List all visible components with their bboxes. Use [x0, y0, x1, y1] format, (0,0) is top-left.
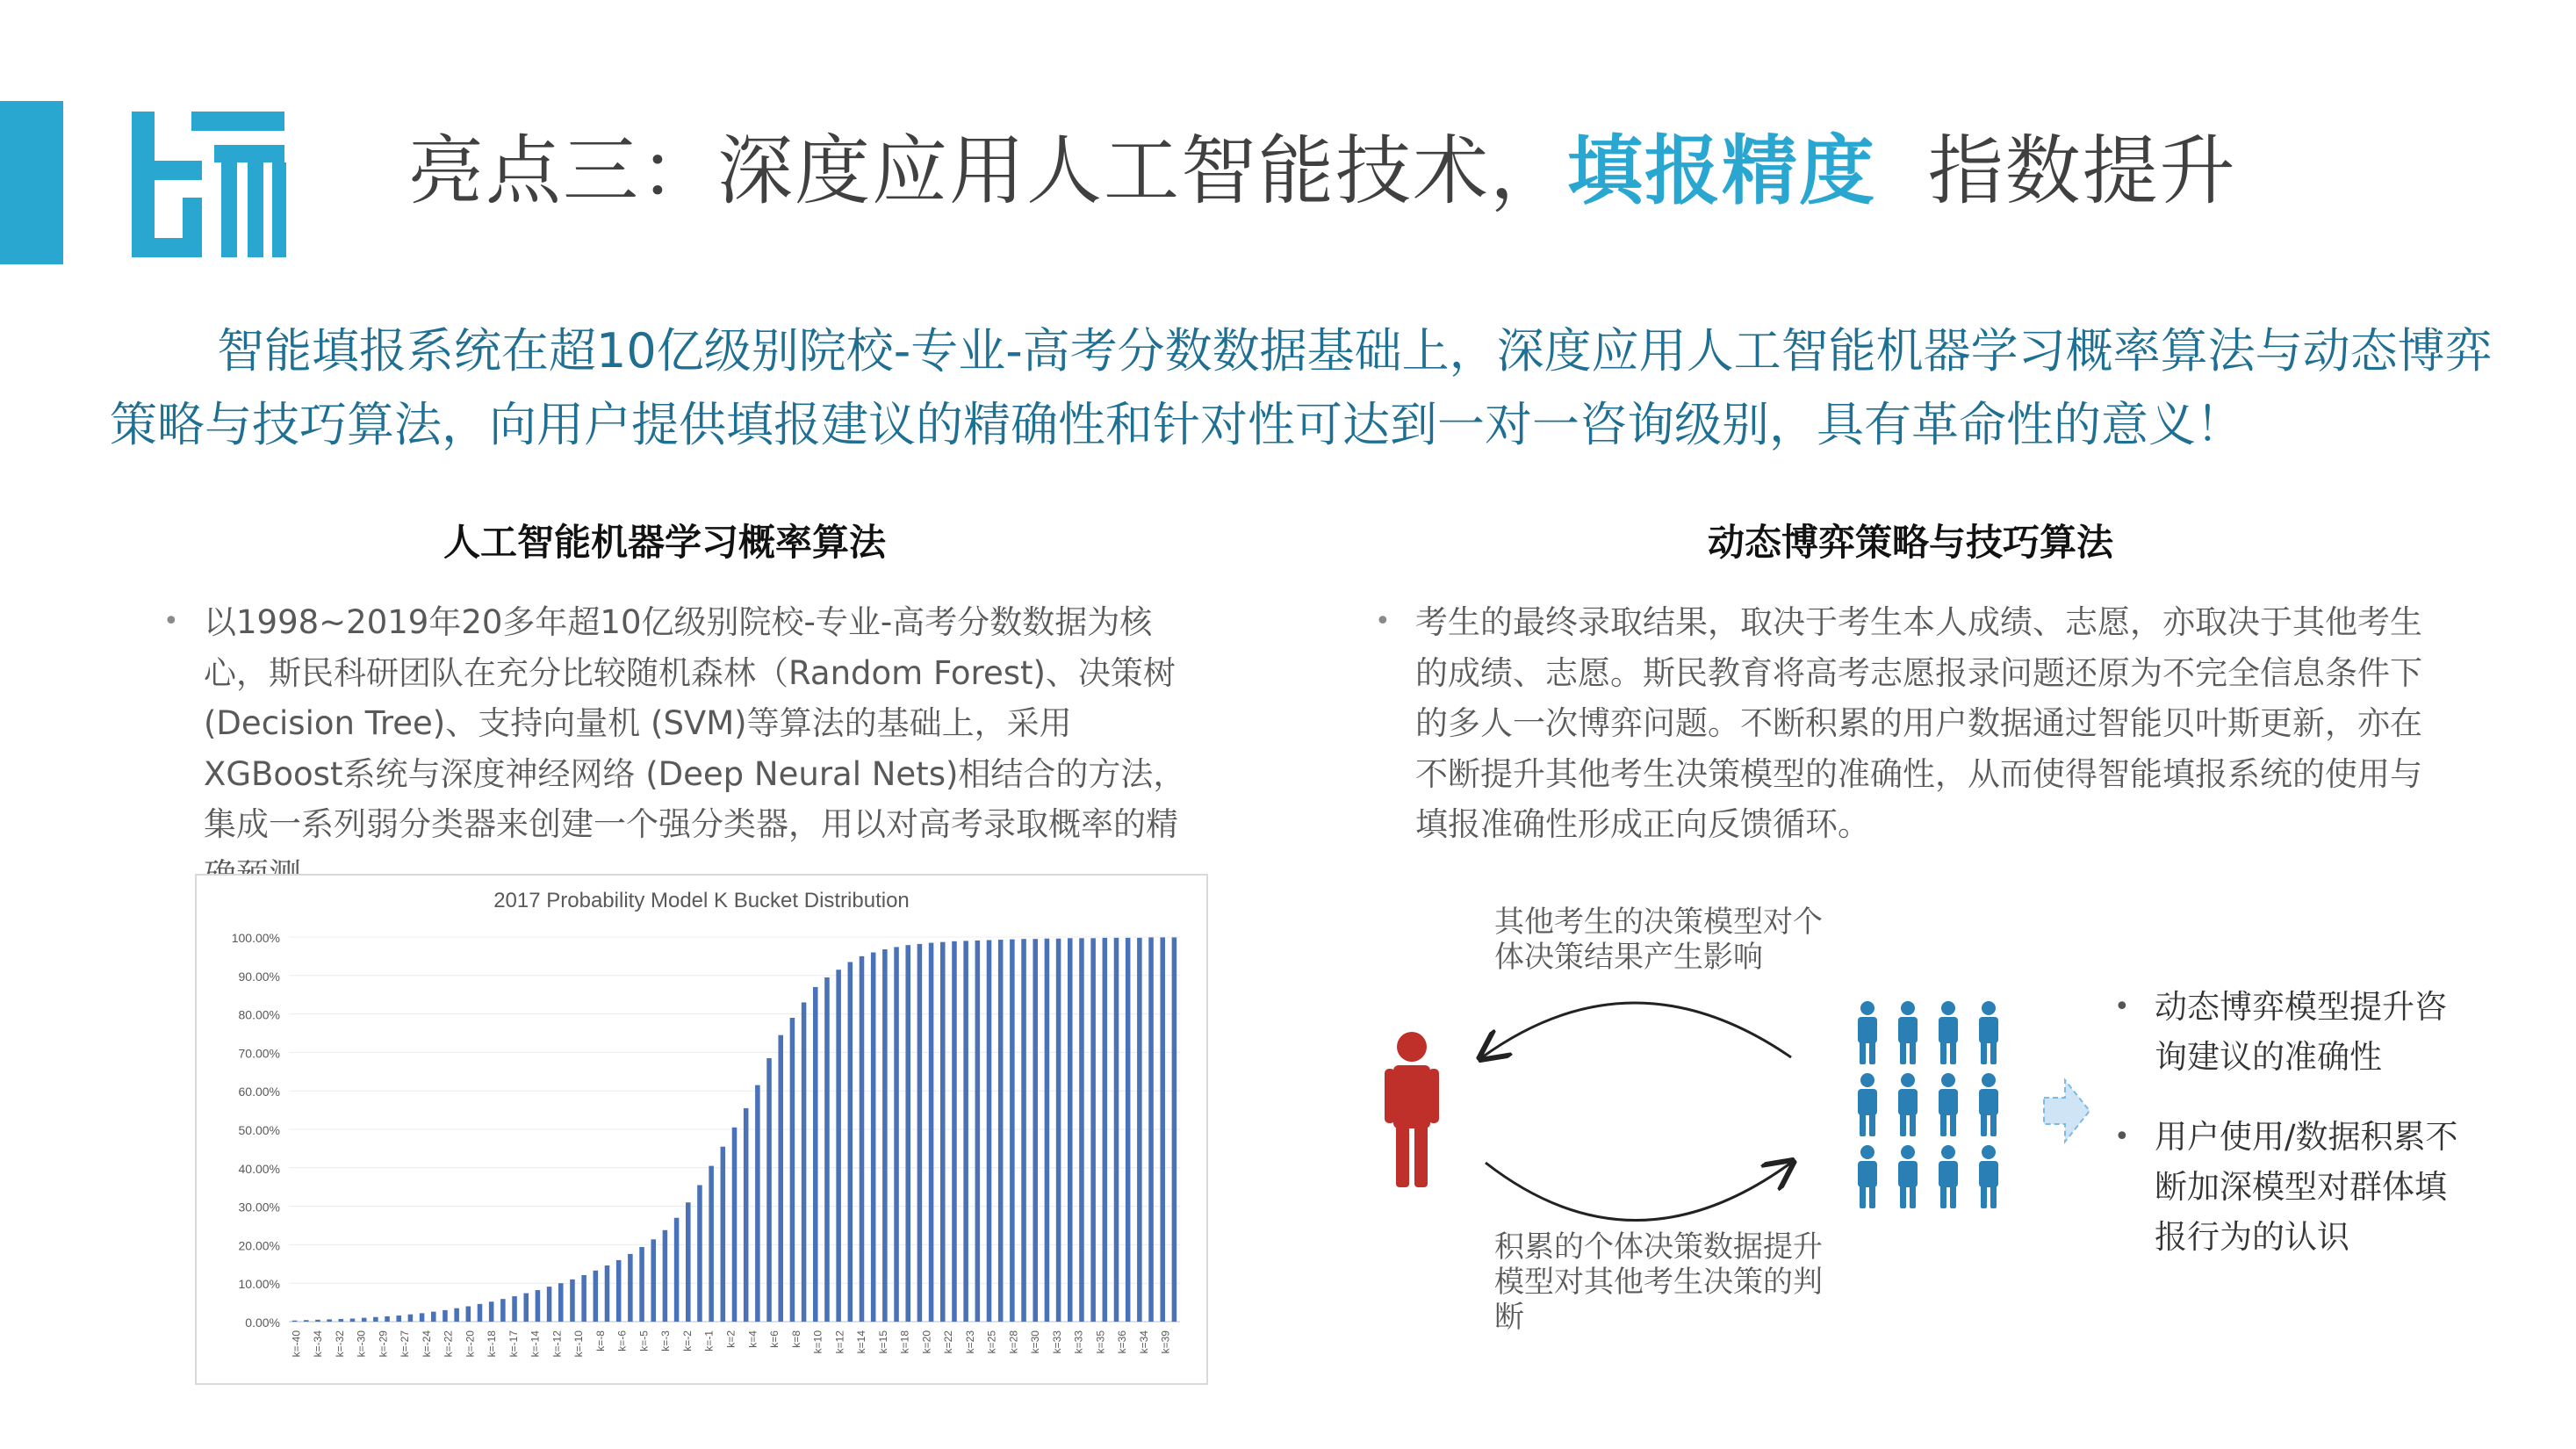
intro-paragraph: 智能填报系统在超10亿级别院校-专业-高考分数数据基础上，深度应用人工智能机器学习概率算法与动态博弈策略与技巧算法，向用户提供填报建议的精确性和针对性可达到一对一咨询级别，具有革命性的意义！	[110, 323, 2493, 452]
chart-y-tick-label: 60.00%	[238, 1085, 280, 1099]
chart-y-tick-label: 70.00%	[238, 1046, 280, 1061]
chart-x-tick-label: k=-1	[702, 1330, 716, 1352]
chart-bar	[917, 944, 923, 1322]
crowd-person-icon	[1898, 1001, 1918, 1064]
right-column-heading: 动态博弈策略与技巧算法	[1708, 521, 2114, 564]
chart-canvas	[197, 876, 1206, 1383]
chart-x-tick-label: k=-2	[680, 1330, 694, 1352]
chart-bar	[755, 1085, 760, 1322]
chart-bar	[802, 1002, 807, 1322]
chart-bar	[570, 1280, 575, 1322]
chart-y-tick-label: 30.00%	[238, 1200, 280, 1215]
chart-bar	[732, 1128, 738, 1322]
chart-x-tick-label: k=-22	[442, 1330, 455, 1358]
chart-x-tick-label: k=12	[833, 1330, 846, 1354]
chart-bar	[975, 941, 981, 1322]
chart-bar	[824, 977, 830, 1322]
chart-x-tick-label: k=20	[920, 1330, 933, 1354]
influence-arrow-top	[1482, 1003, 1791, 1057]
chart-y-tick-label: 10.00%	[238, 1277, 280, 1292]
chart-bar	[663, 1230, 668, 1322]
chart-x-tick-label: k=33	[1072, 1330, 1085, 1354]
probability-chart	[195, 874, 1208, 1385]
chart-y-tick-label: 0.00%	[245, 1316, 280, 1330]
chart-x-tick-label: k=-10	[572, 1330, 586, 1358]
chart-bar	[327, 1319, 332, 1322]
chart-bar	[616, 1260, 622, 1322]
diagram-bullet-item	[2105, 1112, 2474, 1262]
chart-bar	[581, 1275, 586, 1322]
chart-x-tick-label: k=35	[1094, 1330, 1107, 1354]
crowd-person-icon	[1898, 1145, 1918, 1208]
chart-bar	[1103, 938, 1108, 1322]
bullet-dot: •	[1375, 606, 1391, 637]
crowd-person-icon	[1979, 1145, 1998, 1208]
chart-bar	[315, 1320, 320, 1322]
chart-bar	[860, 956, 865, 1322]
game-diagram	[1352, 966, 2142, 1300]
chart-y-tick-label: 20.00%	[238, 1238, 280, 1253]
chart-bar	[836, 970, 841, 1322]
chart-x-tick-label: k=-27	[399, 1330, 412, 1358]
chart-x-tick-label: k=-30	[355, 1330, 368, 1358]
title-part-2: 指数提升	[1927, 127, 2237, 215]
chart-bar	[1126, 938, 1131, 1322]
chart-bar	[558, 1283, 564, 1322]
chart-bar	[1056, 939, 1061, 1322]
chart-bar	[894, 947, 899, 1322]
chart-bar	[292, 1321, 298, 1322]
chart-x-tick-label: k=4	[746, 1330, 759, 1348]
chart-bar	[396, 1316, 401, 1322]
diagram-note-top: 其他考生的决策模型对个体决策结果产生影响	[1494, 905, 1823, 975]
diagram-bullet-item	[2105, 982, 2474, 1082]
chart-bar	[1021, 939, 1026, 1322]
chart-x-tick-label: k=18	[898, 1330, 911, 1354]
chart-bar	[721, 1147, 726, 1322]
chart-y-tick-label: 50.00%	[238, 1123, 280, 1137]
chart-bar	[408, 1315, 414, 1322]
chart-bar	[512, 1296, 517, 1322]
chart-bar	[489, 1301, 494, 1322]
bullet-dot: •	[2114, 1121, 2130, 1152]
chart-bar	[686, 1202, 691, 1322]
right-bullet-text: 考生的最终录取结果，取决于考生本人成绩、志愿，亦取决于其他考生的成绩、志愿。斯民教育将高考志愿报录问题还原为不完全信息条件下的多人一次博弈问题。不断积累的用户数据通过智能贝叶斯更新，亦在不断提升其他考生决策模型的准确性，从而使得智能填报系统的使用与填报准确性形成正向反馈循环。	[1415, 603, 2422, 843]
chart-x-tick-label: k=-8	[594, 1330, 607, 1352]
logo-icon	[130, 110, 288, 259]
chart-bar	[744, 1108, 749, 1322]
chart-y-tick-label: 40.00%	[238, 1161, 280, 1176]
chart-bar	[813, 987, 818, 1322]
bullet-dot: •	[2114, 991, 2130, 1022]
chart-bar	[778, 1035, 783, 1322]
title-highlight: 填报精度	[1567, 127, 1876, 215]
diagram-bullet-text: 动态博弈模型提升咨询建议的准确性	[2155, 988, 2447, 1076]
chart-x-tick-label: k=10	[811, 1330, 824, 1354]
chart-y-tick-label: 80.00%	[238, 1007, 280, 1022]
crowd-person-icon	[1939, 1073, 1958, 1136]
chart-bar	[639, 1247, 644, 1322]
chart-x-tick-label: k=-34	[312, 1330, 325, 1358]
diagram-bullet-text: 用户使用/数据积累不断加深模型对群体填报行为的认识	[2155, 1118, 2458, 1256]
chart-bar	[523, 1294, 529, 1322]
crowd-person-icon	[1979, 1001, 1998, 1064]
chart-bar	[1172, 937, 1177, 1322]
crowd-person-icon	[1898, 1073, 1918, 1136]
chart-x-tick-label: k=-20	[464, 1330, 477, 1358]
accent-bar	[0, 101, 63, 264]
chart-bar	[443, 1310, 448, 1322]
chart-x-tick-label: k=22	[942, 1330, 955, 1354]
feedback-arrow-bottom	[1486, 1163, 1791, 1221]
chart-bar	[697, 1186, 702, 1322]
diagram-bullets	[2105, 982, 2474, 1292]
chart-bar	[304, 1320, 309, 1322]
chart-bar	[998, 940, 1004, 1322]
chart-x-tick-label: k=30	[1029, 1330, 1042, 1354]
chart-x-tick-label: k=36	[1116, 1330, 1129, 1354]
chart-bar	[766, 1058, 772, 1322]
chart-x-tick-label: k=-6	[615, 1330, 629, 1352]
chart-bar	[547, 1287, 552, 1322]
chart-bar	[1160, 937, 1165, 1322]
chart-x-tick-label: k=-18	[486, 1330, 499, 1358]
chart-bar	[929, 943, 934, 1322]
arrow-right-icon	[2044, 1080, 2090, 1142]
chart-bar	[848, 962, 853, 1322]
chart-bar	[963, 941, 968, 1322]
chart-x-tick-label: k=-17	[507, 1330, 520, 1358]
chart-x-tick-label: k=8	[789, 1330, 802, 1348]
chart-bar	[605, 1265, 610, 1322]
chart-x-tick-label: k=23	[963, 1330, 976, 1354]
bullet-dot: •	[163, 606, 179, 637]
chart-bar	[339, 1319, 344, 1322]
chart-x-tick-label: k=33	[1050, 1330, 1063, 1354]
chart-x-tick-label: k=-14	[529, 1330, 542, 1358]
chart-x-tick-label: k=34	[1137, 1330, 1150, 1354]
chart-x-tick-label: k=-24	[420, 1330, 433, 1358]
diagram-note-bottom: 积累的个体决策数据提升模型对其他考生决策的判断	[1494, 1229, 1823, 1335]
crowd-person-icon	[1939, 1001, 1958, 1064]
chart-bar	[594, 1271, 599, 1322]
chart-bar	[651, 1239, 656, 1322]
chart-bar	[1045, 939, 1050, 1322]
chart-bar	[1090, 938, 1096, 1322]
chart-bar	[373, 1317, 378, 1322]
chart-x-tick-label: k=28	[1007, 1330, 1020, 1354]
slide-title	[408, 110, 2237, 219]
chart-x-tick-label: k=-12	[550, 1330, 564, 1358]
crowd-person-icon	[1858, 1073, 1877, 1136]
chart-bar	[466, 1306, 471, 1322]
crowd-person-icon	[1858, 1001, 1877, 1064]
crowd-icon	[1858, 1001, 1998, 1208]
chart-bar	[709, 1166, 714, 1322]
individual-person-icon	[1385, 1032, 1439, 1187]
chart-bar	[362, 1318, 367, 1322]
crowd-person-icon	[1939, 1145, 1958, 1208]
chart-title: 2017 Probability Model K Bucket Distribution	[493, 889, 910, 912]
chart-bar	[674, 1218, 680, 1322]
left-column-heading: 人工智能机器学习概率算法	[443, 521, 887, 564]
chart-bar	[1114, 938, 1119, 1322]
chart-bar	[1148, 937, 1154, 1322]
chart-bar	[536, 1290, 541, 1322]
chart-y-tick-label: 100.00%	[231, 931, 280, 945]
chart-y-tick-label: 90.00%	[238, 969, 280, 984]
chart-bar	[478, 1304, 483, 1322]
chart-bar	[940, 942, 946, 1322]
chart-bar	[431, 1312, 436, 1322]
chart-bar	[1068, 938, 1073, 1322]
crowd-person-icon	[1858, 1145, 1877, 1208]
chart-x-tick-label: k=14	[855, 1330, 868, 1354]
left-bullet-text: 以1998~2019年20多年超10亿级别院校-专业-高考分数数据为核心，斯民科研团队在充分比较随机森林（Random Forest)、决策树(Decision Tree)、支持向量机 (SVM)等算法的基础上，采用XGBoost系统与深度神经网络 (Deep Neural Nets)相结合的方法，集成一系列弱分类器来创建一个强分类器，用以对高考录取概率的精	[204, 603, 1186, 843]
chart-bar	[385, 1316, 390, 1322]
chart-x-tick-label: k=6	[768, 1330, 781, 1348]
chart-bar	[952, 941, 957, 1322]
chart-x-tick-label: k=-29	[377, 1330, 390, 1358]
chart-bar	[905, 945, 910, 1322]
chart-x-tick-label: k=15	[876, 1330, 889, 1354]
chart-bar	[987, 941, 992, 1323]
chart-x-tick-label: k=-40	[290, 1330, 303, 1358]
chart-bar	[628, 1254, 633, 1322]
chart-bar	[1137, 938, 1142, 1322]
chart-bar	[882, 949, 888, 1322]
chart-bar	[1010, 940, 1015, 1322]
chart-bar	[871, 953, 876, 1322]
chart-bar	[500, 1299, 506, 1322]
chart-x-tick-label: k=39	[1159, 1330, 1172, 1354]
chart-x-tick-label: k=25	[985, 1330, 998, 1354]
chart-bar	[454, 1308, 459, 1322]
crowd-person-icon	[1979, 1073, 1998, 1136]
chart-bar	[790, 1018, 795, 1322]
title-part-1: 亮点三：深度应用人工智能技术，	[408, 127, 1567, 215]
chart-bar	[1033, 939, 1038, 1322]
chart-bar	[350, 1319, 356, 1323]
chart-x-tick-label: k=-32	[333, 1330, 346, 1358]
chart-bar	[420, 1313, 425, 1322]
chart-x-tick-label: k=-3	[659, 1330, 673, 1352]
chart-x-tick-label: k=-5	[637, 1330, 651, 1352]
chart-bar	[1079, 938, 1084, 1322]
chart-x-tick-label: k=2	[724, 1330, 738, 1348]
